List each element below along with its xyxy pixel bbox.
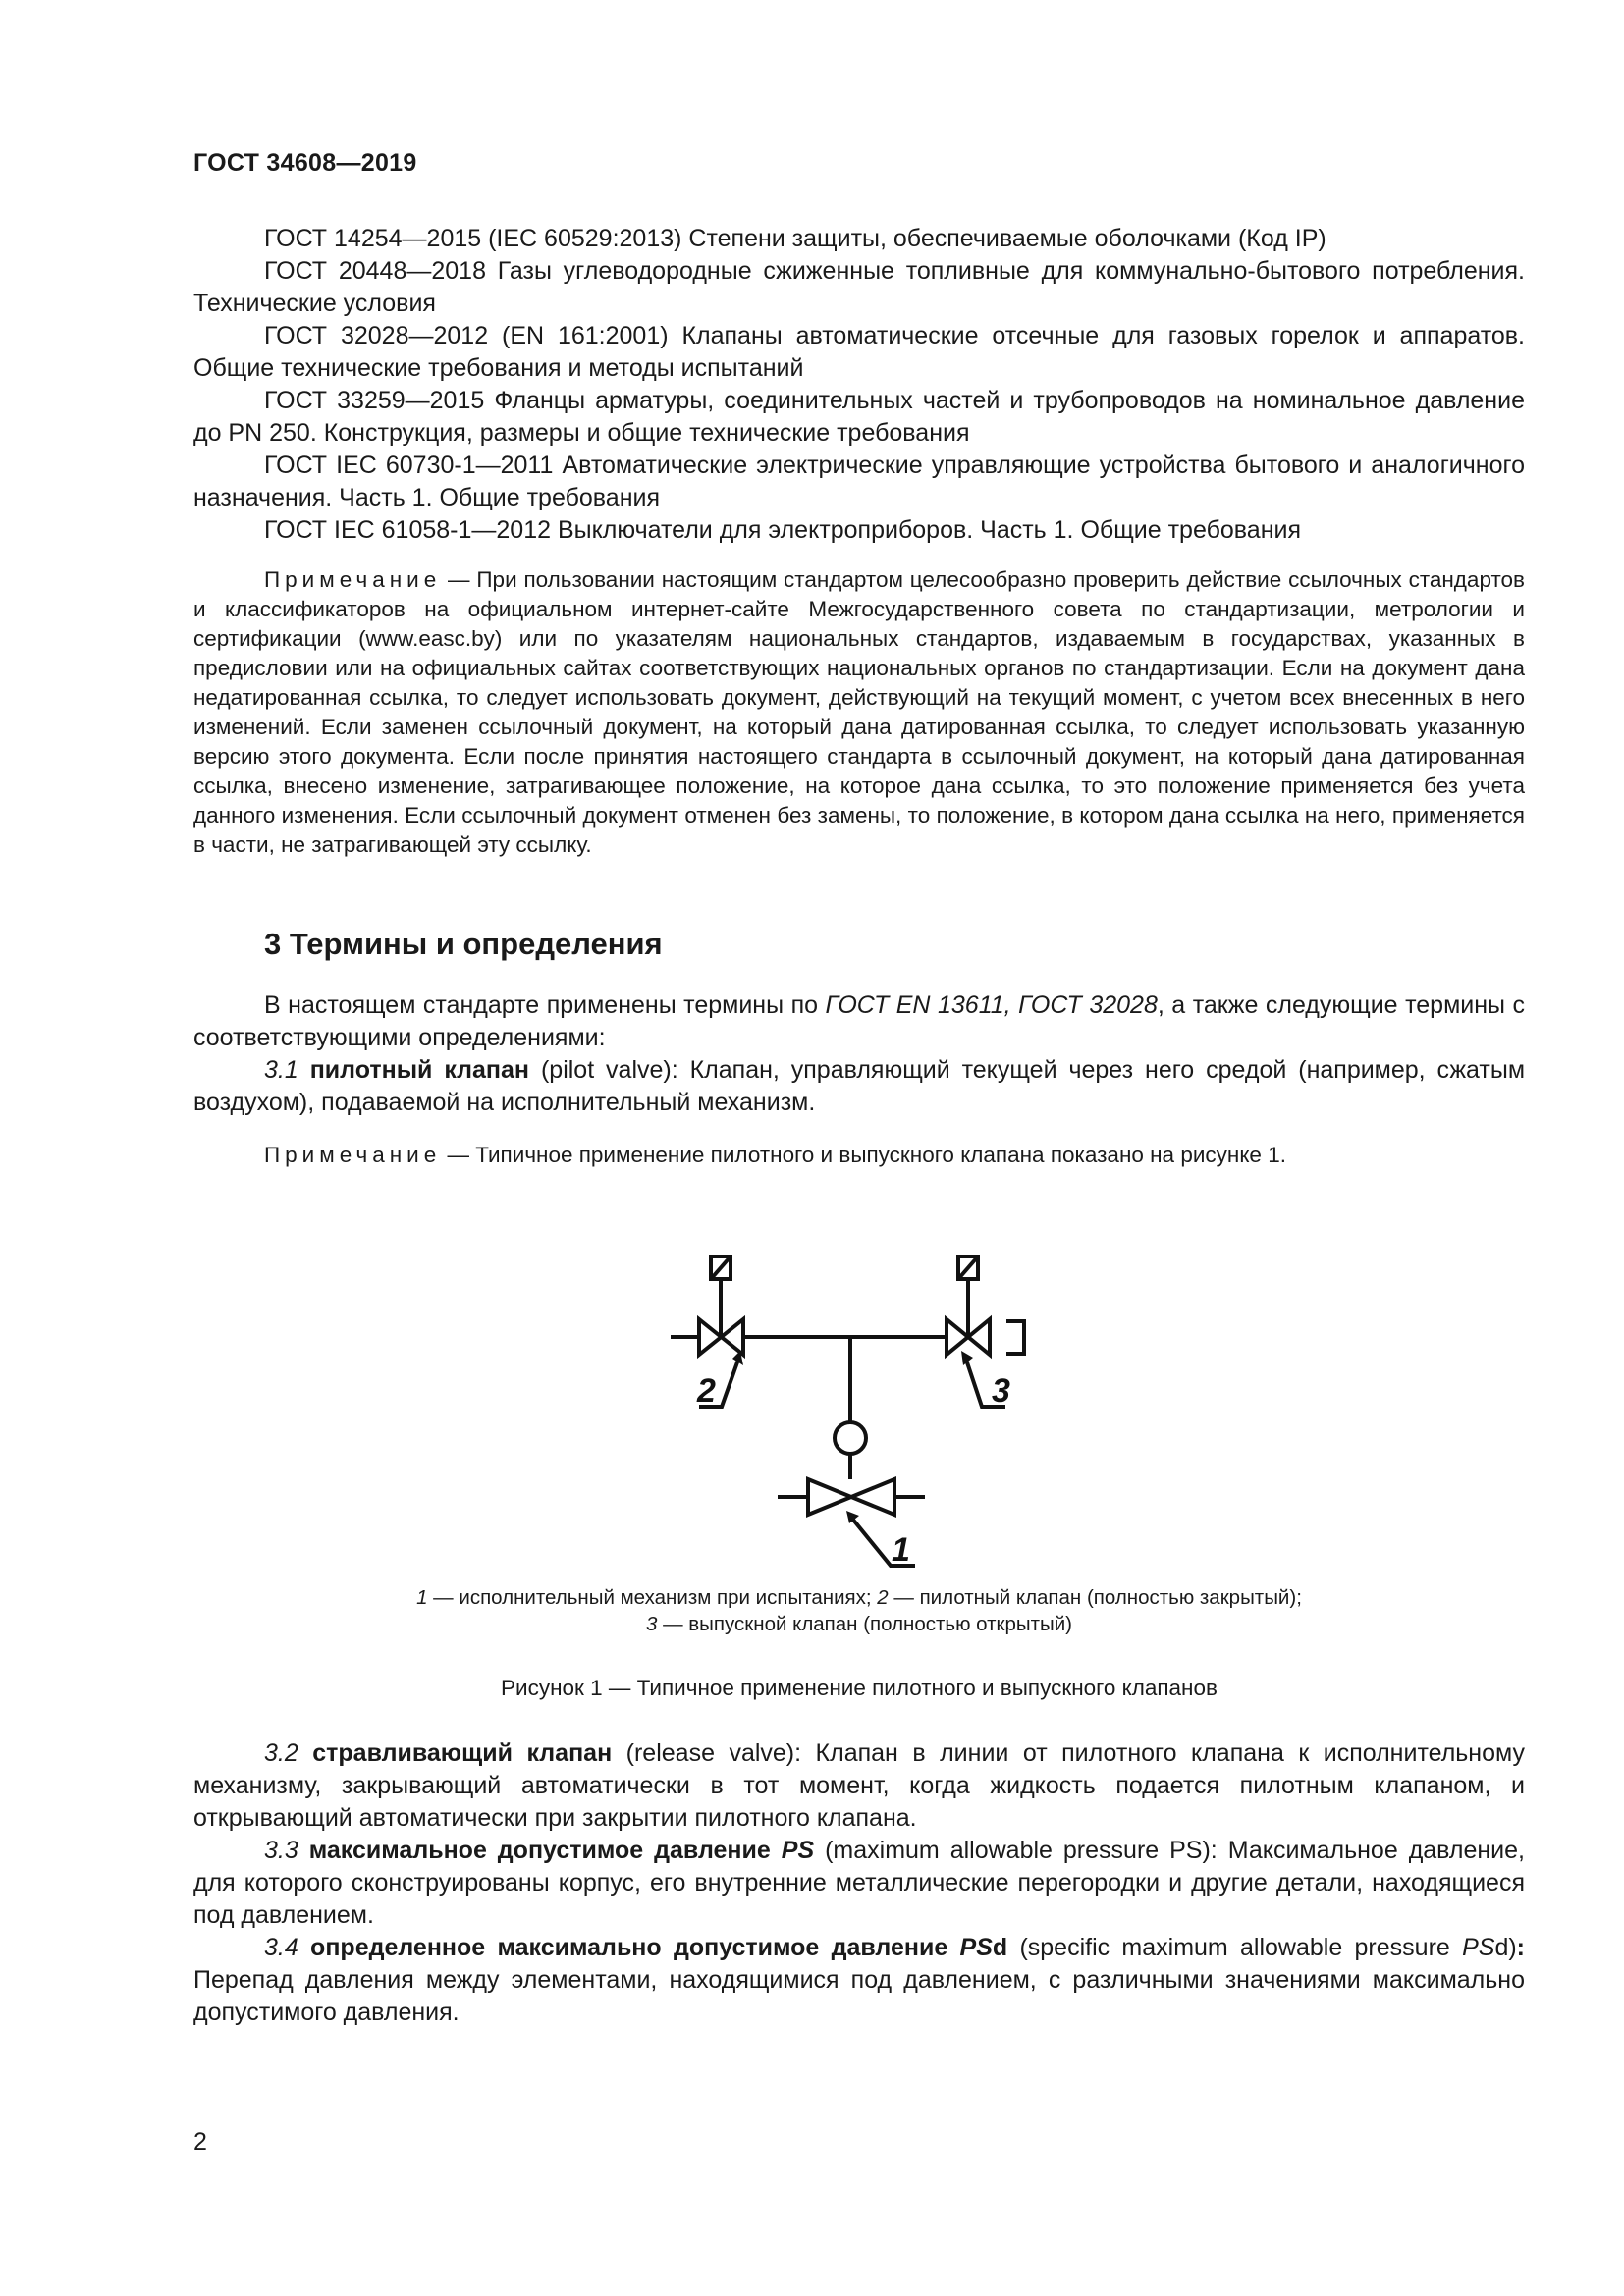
note-text: — При пользовании настоящим стандартом целесообразно проверить действие ссылочных стандартов и классификаторов на официальном интернет-сайте Межгосударственного совета по стандартизации, метрологии и сертификации (www.easc.by) или по указателям национальных стандартов, издаваемым в государствах, указанных в предисловии или на официальных сайтах соответствующих национальных органов по стандартизации. Если на документ дана недатированная ссылка, то следует использовать документ, действующий на текущий момент, с учетом всех внесенных в него изменений. Если заменен ссылочный документ, на который дана датированная ссылка, то следует использовать указанную версию этого документа. Если после принятия настоящего стандарта в ссылочный документ, на который дана датированная ссылка, внесено изменение, затрагивающее положение, на которое дана ссылка, то это положение применяется без учета данного изменения. Если ссылочный документ отменен без замены, то положение, в котором дана ссылка на него, применяется в части, не затрагивающей эту ссылку. bbox=[193, 567, 1525, 857]
actuator-1 bbox=[778, 1422, 925, 1515]
reference-item: ГОСТ IEC 61058-1—2012 Выключатели для электроприборов. Часть 1. Общие требования bbox=[264, 516, 1302, 544]
callout-2: 2 bbox=[697, 1372, 716, 1410]
section-intro: В настоящем стандарте применены термины по ГОСТ EN 13611, ГОСТ 32028, а также следующие термины с соответствующими определениями: bbox=[193, 991, 1525, 1051]
reference-item: ГОСТ 32028—2012 (EN 161:2001) Клапаны автоматические отсечные для газовых горелок и аппаратов. Общие технические требования и методы испытаний bbox=[193, 322, 1525, 382]
release-valve-3 bbox=[947, 1256, 1024, 1355]
terms-block-2 bbox=[193, 1737, 1525, 2029]
section-title: 3 Термины и определения bbox=[264, 927, 663, 961]
figure-caption: Рисунок 1 — Типичное применение пилотного и выпускного клапанов bbox=[501, 1676, 1218, 1700]
callout-3: 3 bbox=[992, 1372, 1010, 1410]
reference-item: ГОСТ IEC 60730-1—2011 Автоматические электрические управляющие устройства бытового и аналогичного назначения. Часть 1. Общие требования bbox=[193, 452, 1525, 511]
callout-1: 1 bbox=[892, 1531, 910, 1569]
term-3-3: 3.3 максимальное допустимое давление PS (maximum allowable pressure PS): Максимальное давление, для которого сконструированы корпус, его внутренние металлические перегородки и другие детали, находящиеся под давлением. bbox=[193, 1837, 1525, 1929]
figure-legend: 1 — исполнительный механизм при испытаниях; 2 — пилотный клапан (полностью закрытый); 3 — выпускной клапан (полностью открытый) bbox=[416, 1586, 1302, 1635]
note-label: Примечание bbox=[264, 567, 442, 592]
term-3-2: 3.2 стравливающий клапан (release valve): Клапан в линии от пилотного клапана к исполнительному механизму, закрывающий автоматически в тот момент, когда жидкость подается пилотным клапаном, и открывающий автоматически при закрытии пилотного клапана. bbox=[193, 1739, 1525, 1832]
reference-item: ГОСТ 14254—2015 (IEC 60529:2013) Степени защиты, обеспечиваемые оболочками (Код IP) bbox=[264, 225, 1326, 252]
terms-block bbox=[193, 989, 1525, 1119]
document-header: ГОСТ 34608—2019 bbox=[193, 149, 417, 177]
term-3-1: 3.1 пилотный клапан (pilot valve): Клапан, управляющий текущей через него средой (например, сжатым воздухом), подаваемой на исполнительный механизм. bbox=[193, 1056, 1526, 1116]
normative-references bbox=[193, 223, 1525, 547]
references-note bbox=[193, 565, 1525, 860]
reference-item: ГОСТ 33259—2015 Фланцы арматуры, соединительных частей и трубопроводов на номинальное давление до PN 250. Конструкция, размеры и общие технические требования bbox=[193, 387, 1525, 447]
page-number: 2 bbox=[193, 2128, 207, 2156]
reference-item: ГОСТ 20448—2018 Газы углеводородные сжиженные топливные для коммунально-бытового потребления. Технические условия bbox=[193, 257, 1525, 317]
term-3-4: 3.4 определенное максимально допустимое давление PSd (specific maximum allowable pressure PSd): Перепад давления между элементами, находящимися под давлением, с различными значениями максимально допустимого давления. bbox=[193, 1934, 1525, 2026]
pilot-valve-2 bbox=[671, 1256, 743, 1355]
figure-note: Примечание — Типичное применение пилотного и выпускного клапана показано на рисунке 1. bbox=[264, 1143, 1286, 1167]
valve-schematic bbox=[648, 1222, 1080, 1580]
